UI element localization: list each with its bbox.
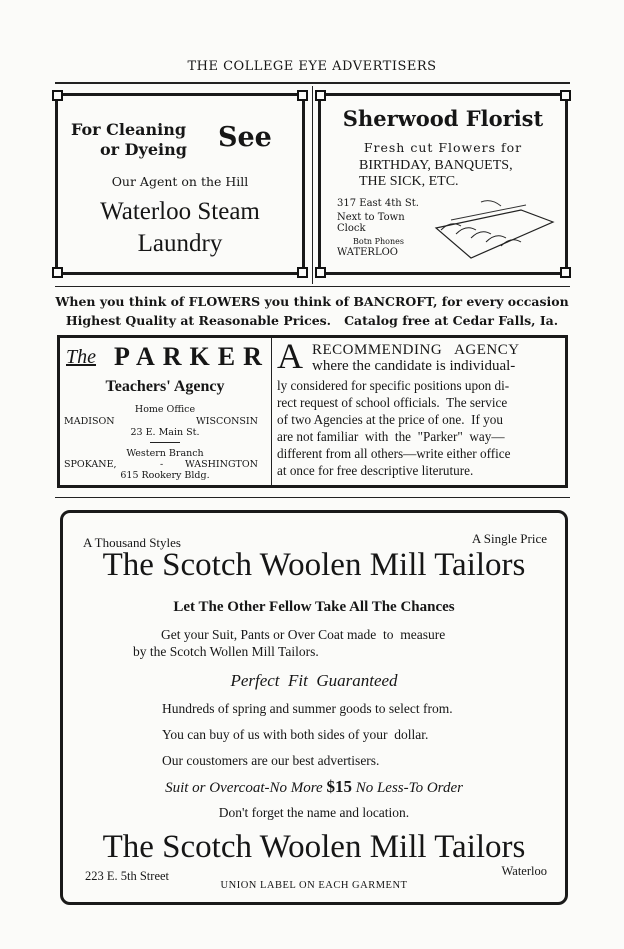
scotch-line: Our coustomers are our best advertisers. [162,753,380,768]
parker-text-line: RECOMMENDING AGENCY [312,342,520,358]
greenhouse-illustration [431,200,556,260]
corner-ornament [560,267,571,278]
parker-text-line: of two Agencies at the price of one. If you [277,412,503,427]
parker-west-address: 615 Rookery Bldg. [120,470,210,481]
laundry-ad [55,93,305,275]
scotch-left-top: A Thousand Styles [83,535,181,550]
parker-home-label: Home Office [134,404,196,415]
parker-text-line: ly considered for specific positions upon di- [277,378,510,393]
corner-ornament [52,267,63,278]
page-header: THE COLLEGE EYE ADVERTISERS [187,59,437,74]
laundry-name1: Waterloo Steam [100,198,260,225]
parker-west-city: SPOKANE, [64,459,117,470]
florist-name: Sherwood Florist [342,106,544,131]
florist-ad [318,93,568,275]
parker-text-line: different from all others—write either office [277,446,511,461]
parker-text-line: are not familiar with the "Parker" way— [277,429,505,444]
corner-ornament [560,90,571,101]
scotch-body: by the Scotch Wollen Mill Tailors. [133,644,319,659]
divider [55,82,570,84]
price-value: $15 [326,777,352,796]
corner-ornament [52,90,63,101]
scotch-line: You can buy of us with both sides of your dollar. [162,727,429,742]
laundry-line1: For Cleaning [71,120,187,139]
corner-ornament [315,90,326,101]
parker-home-state: WISCONSIN [196,416,258,427]
florist-tagline: Fresh cut Flowers for [363,140,523,155]
price-suffix: No Less-To Order [351,780,463,796]
corner-ornament [297,267,308,278]
divider [150,442,180,443]
florist-phones: Botn Phones [353,237,404,246]
scotch-title-bottom: The Scotch Woolen Mill Tailors [102,829,526,865]
parker-subtitle: Teachers' Agency [105,378,225,395]
scotch-woolen-ad [60,510,568,905]
scotch-guarantee: Perfect Fit Guaranteed [230,671,398,690]
parker-name: PARKER [114,342,270,371]
laundry-agent: Our Agent on the Hill [111,174,249,189]
florist-occasions: THE SICK, ETC. [359,174,459,189]
divider [312,86,313,284]
scotch-line: Hundreds of spring and summer goods to select from. [162,701,453,716]
parker-the: The [66,346,96,368]
scotch-slogan: Let The Other Fellow Take All The Chances [173,599,455,615]
parker-west-dash: - [160,459,164,470]
parker-west-label: Western Branch [126,448,204,459]
scotch-body: Get your Suit, Pants or Over Coat made to measure [161,627,446,642]
florist-near: Next to Town [337,212,405,223]
parker-text-line: at once for free descriptive literuture. [277,463,474,478]
florist-address: 317 East 4th St. [337,198,419,209]
parker-home-address: 23 E. Main St. [130,427,200,438]
parker-text-line: where the candidate is individual- [312,358,516,374]
florist-near: Clock [337,223,366,234]
parker-home-city: MADISON [64,416,115,427]
parker-west-state: WASHINGTON [184,459,258,470]
scotch-reminder: Don't forget the name and location. [218,805,410,820]
parker-ad [57,335,568,488]
laundry-name2: Laundry [137,230,223,257]
bancroft-line1: When you think of FLOWERS you think of BANCROFT, for every occasion [55,294,569,309]
corner-ornament [297,90,308,101]
parker-text-line: rect request of school officials. The service [277,395,508,410]
laundry-see: See [218,122,272,153]
parker-drop-cap: A [277,336,303,376]
scotch-city: Waterloo [501,864,547,878]
scotch-right-top: A Single Price [471,531,547,546]
scotch-union-label: UNION LABEL ON EACH GARMENT [220,880,408,891]
laundry-line2: or Dyeing [100,140,187,159]
scotch-title: The Scotch Woolen Mill Tailors [102,547,526,583]
price-prefix: Suit or Overcoat-No More [165,780,327,796]
scotch-price-line [63,777,565,797]
scotch-address: 223 E. 5th Street [85,869,170,883]
divider [55,497,570,498]
bancroft-line2: Highest Quality at Reasonable Prices. Catalog free at Cedar Falls, Ia. [65,313,559,328]
florist-occasions: BIRTHDAY, BANQUETS, [359,158,513,173]
corner-ornament [315,267,326,278]
divider [55,286,570,287]
divider [271,338,272,485]
florist-city: WATERLOO [337,247,398,258]
